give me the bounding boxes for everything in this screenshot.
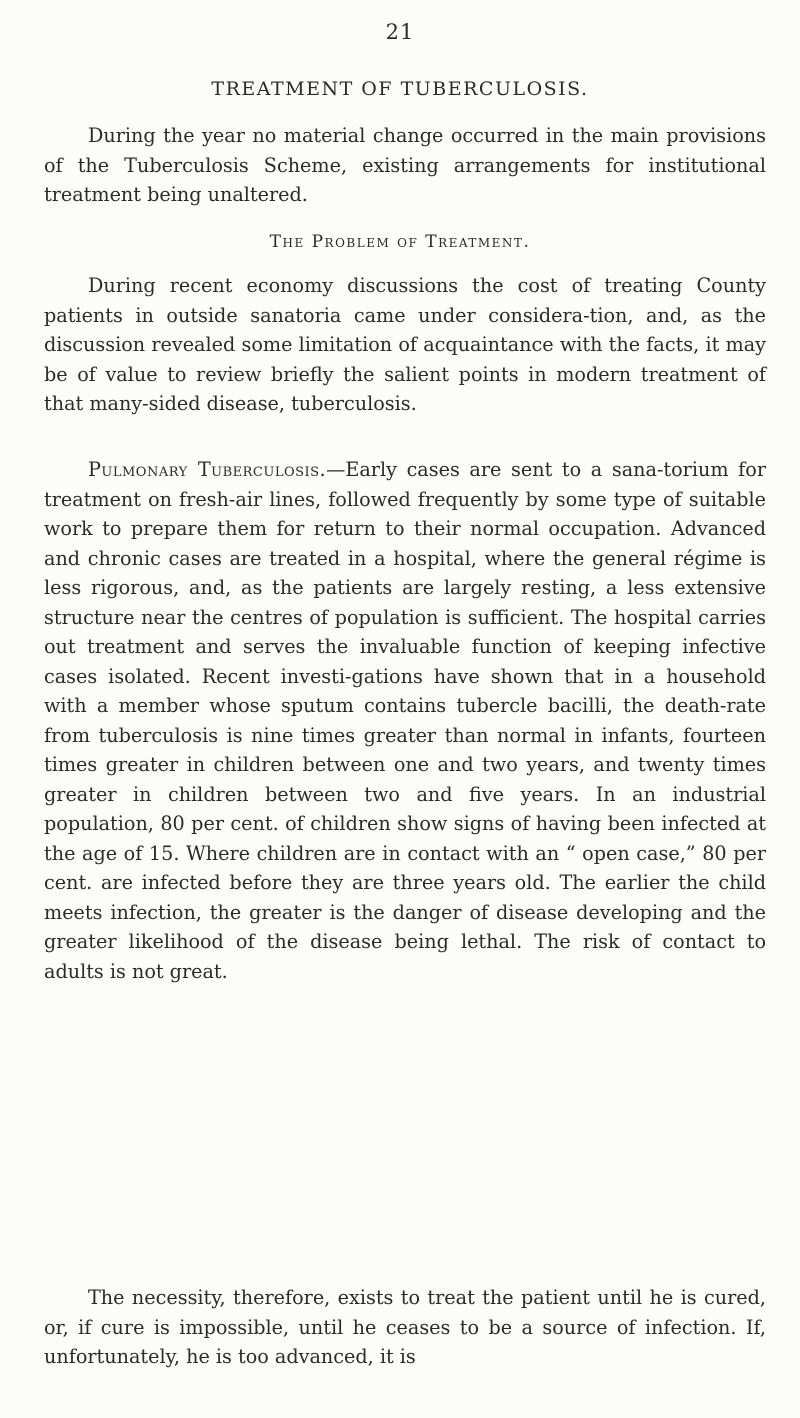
page-title: TREATMENT OF TUBERCULOSIS. — [211, 78, 589, 100]
paragraph-lead-heading: Pulmonary Tuberculosis. — [88, 458, 327, 481]
paragraph-pulmonary-tuberculosis — [44, 455, 766, 986]
paragraph-intro: During the year no material change occurred in the main provisions of the Tuberculosis Scheme, existing arrangements for institutional treatment being unaltered. — [44, 124, 766, 206]
page-number: 21 — [385, 20, 415, 44]
paragraph-necessity: The necessity, therefore, exists to treat the patient until he is cured, or, if cure is impossible, until he ceases to be a source of infection. If, unfortunately, he is too advanced, it is — [44, 1286, 766, 1368]
paragraph-economy-discussions: During recent economy discussions the cost of treating County patients in outside sanatoria came under considera-tion, and, as the discussion revealed some limitation of acquaintance with the facts, it may be of value to review briefly the salient points in modern treatment of that many-sided disease, tuberculosis. — [44, 274, 766, 415]
section-heading: The Problem of Treatment. — [269, 232, 531, 252]
paragraph-body: —Early cases are sent to a sana-torium for treatment on fresh-air lines, followed frequently by some type of suitable work to prepare them for return to their normal occupation. Advanced and chronic cases are treated in a hospital, where the general régime is less rigorous, and, as the patients are largely resting, a less extensive structure near the centres of population is sufficient. The hospital carries out treatment and serves the invaluable function of keeping infective cases isolated. Recent investi-gations have shown that in a household with a member whose sputum contains tubercle bacilli, the death-rate from tuberculosis is nine times greater than normal in infants, fourteen times greater in children between one and two years, and twenty times greater in children between two and five years. In an industrial population, 80 per cent. of children show signs of having been infected at the age of 15. Where children are in contact with an “ open case,” 80 per cent. are infected before they are three years old. The earlier the child meets infection, the greater is the danger of disease developing and the greater likelihood of the disease being lethal. The risk of contact to adults is not great. — [44, 458, 766, 983]
